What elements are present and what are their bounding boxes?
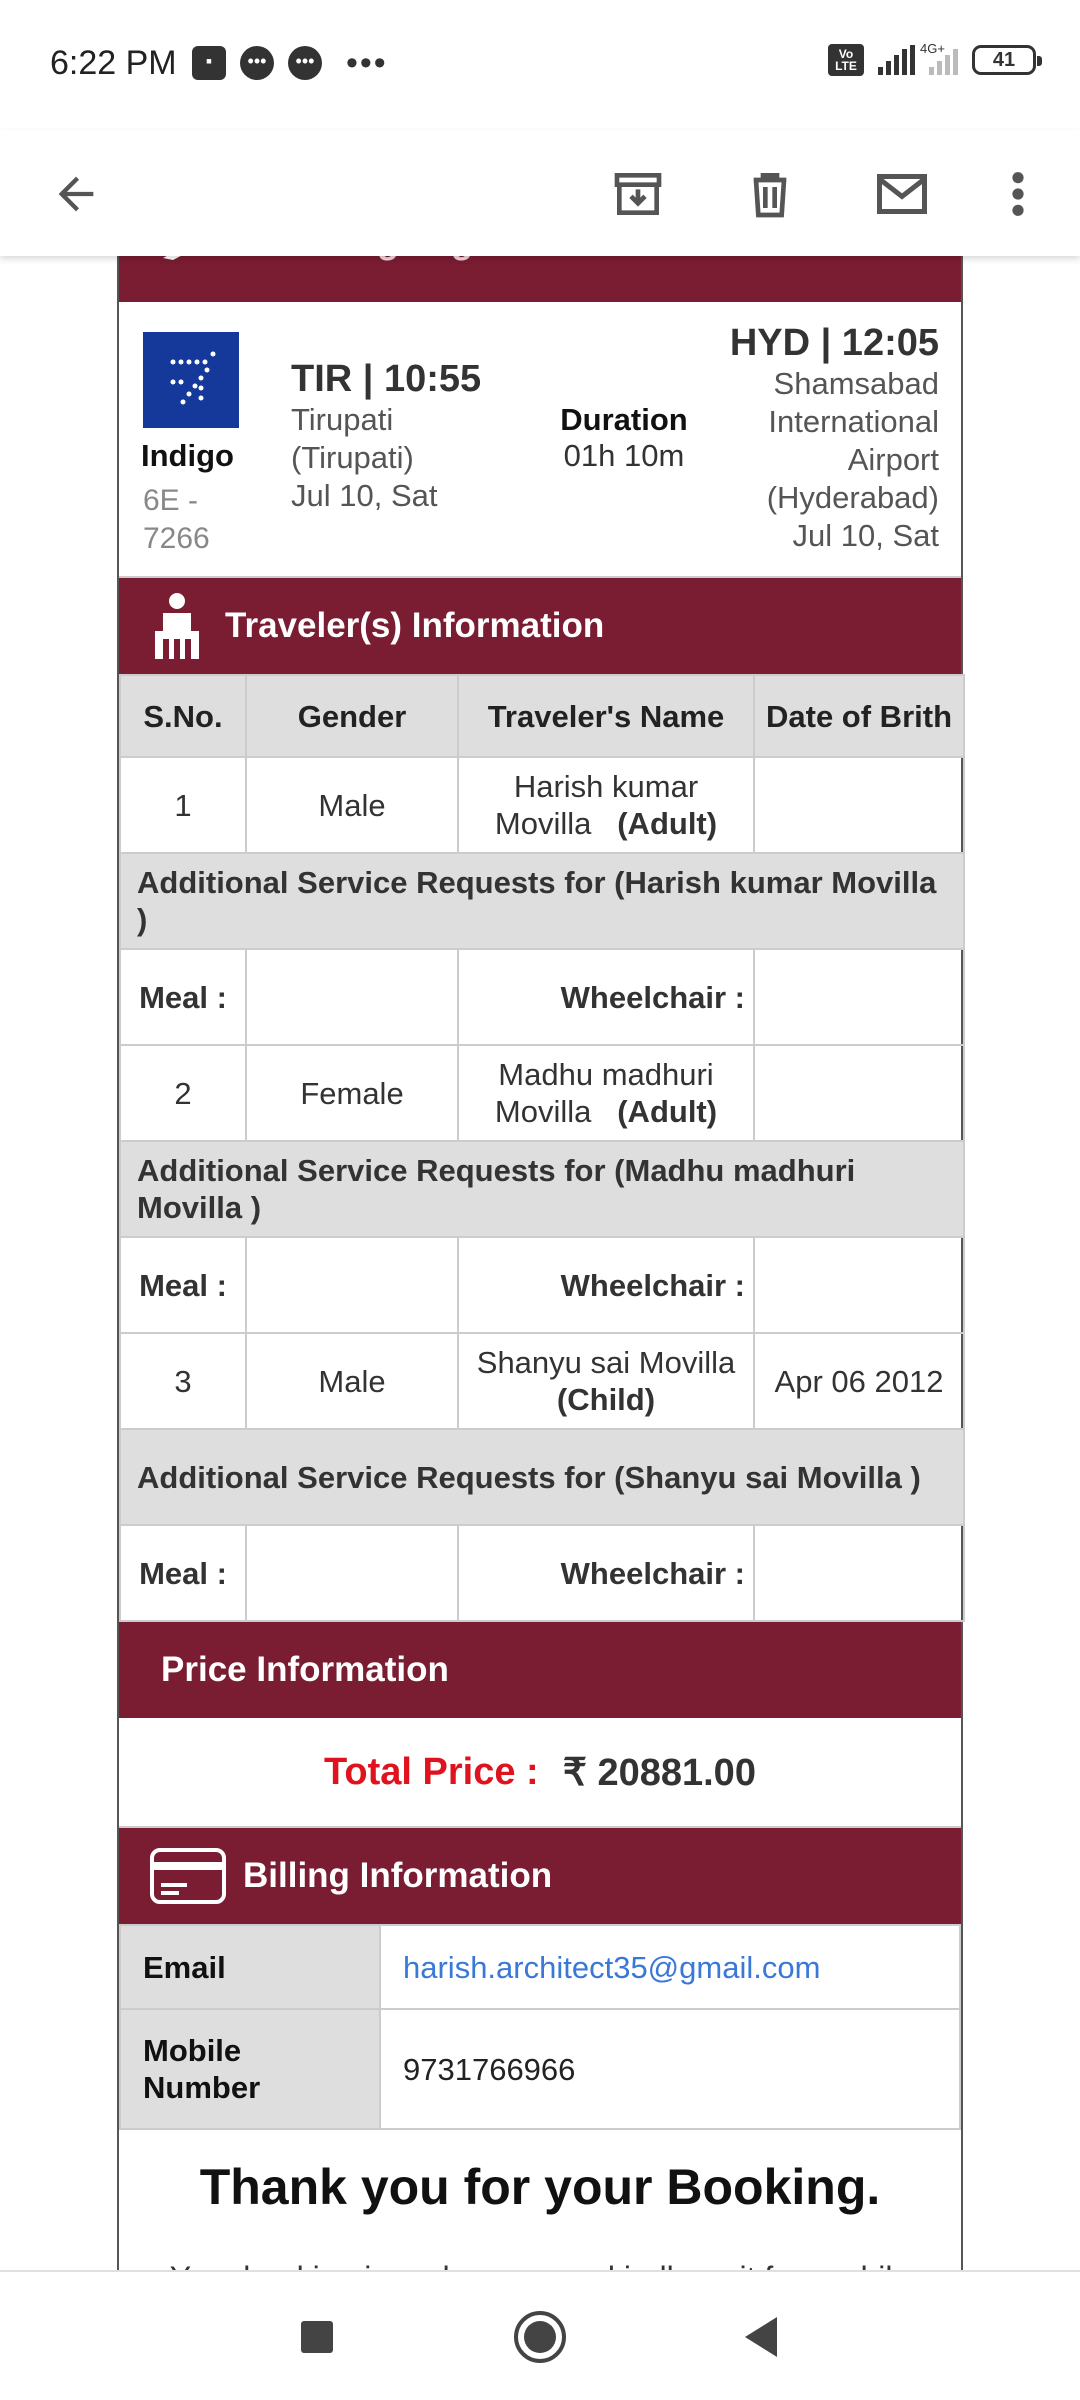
total-price-label: Total Price : (324, 1750, 539, 1793)
meal-wheelchair-row (120, 949, 964, 1045)
meal-wheelchair-row (120, 1525, 964, 1621)
price-title: Price Information (161, 1650, 449, 1689)
traveler-name-cell (458, 757, 754, 853)
status-time: 6:22 PM (50, 44, 177, 82)
meal-value (246, 1525, 458, 1621)
traveler-sno: 2 (120, 1045, 246, 1141)
traveler-name: Shanyu sai Movilla (476, 1345, 736, 1380)
wheelchair-label: Wheelchair : (458, 1525, 754, 1621)
meal-label: Meal : (120, 1237, 246, 1333)
wheelchair-value (754, 949, 964, 1045)
traveler-sno: 3 (120, 1333, 246, 1429)
travelers-table (119, 674, 965, 1622)
traveler-name: Madhu madhuri Movilla (494, 1057, 714, 1129)
traveler-dob (754, 757, 964, 853)
service-request-row (120, 1429, 964, 1525)
traveler-gender: Male (246, 757, 458, 853)
table-row (120, 1333, 964, 1429)
wheelchair-value (754, 1237, 964, 1333)
credit-card-icon (149, 1847, 227, 1905)
signal-icon (878, 41, 945, 75)
indigo-logo-icon (143, 332, 239, 428)
traveler-type: (Adult) (617, 806, 718, 841)
back-icon[interactable] (726, 2302, 796, 2372)
status-bar (0, 0, 1080, 130)
service-request-row (120, 853, 964, 949)
email-body[interactable] (0, 256, 1080, 2270)
table-header-row (120, 675, 964, 757)
volte-icon: Vo LTE (828, 44, 864, 76)
service-request-title: Additional Service Requests for (Harish kumar Movilla ) (120, 853, 964, 949)
billing-header (119, 1828, 961, 1924)
more-notifications-icon: ••• (346, 44, 388, 82)
network-type: 4G+ (920, 41, 945, 56)
departure-code-time: TIR | 10:55 (291, 358, 482, 400)
archive-icon[interactable] (598, 154, 678, 234)
flight-details (119, 302, 961, 578)
departure-city-paren: (Tirupati) (291, 440, 414, 475)
departure-info (291, 358, 511, 515)
arrival-date: Jul 10, Sat (792, 518, 939, 553)
home-icon[interactable] (505, 2302, 575, 2372)
traveler-name-cell (458, 1045, 754, 1141)
meal-label: Meal : (120, 1525, 246, 1621)
traveler-dob: Apr 06 2012 (754, 1333, 964, 1429)
mail-icon[interactable] (862, 154, 942, 234)
meal-value (246, 949, 458, 1045)
wheelchair-value (754, 1525, 964, 1621)
meal-value (246, 1237, 458, 1333)
travelers-title: Traveler(s) Information (225, 606, 605, 645)
booking-card (117, 226, 963, 2320)
wheelchair-label: Wheelchair : (458, 1237, 754, 1333)
thank-you-message: Thank you for your Booking. (199, 2159, 881, 2215)
flight-number: 6E - 7266 (143, 484, 210, 555)
arrival-info (679, 322, 939, 555)
departure-city: Tirupati (291, 402, 394, 437)
total-price-value: ₹ 20881.00 (562, 1751, 756, 1794)
email-row (120, 1925, 960, 2009)
price-header (119, 1622, 961, 1718)
arrival-code-time: HYD | 12:05 (729, 322, 939, 364)
traveler-name-cell (458, 1333, 754, 1429)
arrival-line-2: International (768, 404, 939, 439)
service-request-title: Additional Service Requests for (Shanyu sai Movilla ) (120, 1429, 964, 1525)
traveler-type: (Adult) (617, 1094, 718, 1129)
battery-icon: 41 (972, 45, 1036, 75)
table-row (120, 757, 964, 853)
travelers-header (119, 578, 961, 674)
total-price-row (119, 1718, 961, 1828)
delete-icon[interactable] (730, 154, 810, 234)
arrival-line-3: Airport (847, 442, 939, 477)
mobile-row (120, 2009, 960, 2129)
duration-label: Duration (560, 402, 688, 437)
mobile-value[interactable]: 9731766966 (380, 2009, 960, 2129)
billing-table (119, 1924, 961, 2130)
more-vert-icon[interactable] (978, 154, 1058, 234)
chat-icon: ••• (240, 46, 274, 80)
billing-title: Billing Information (243, 1856, 553, 1895)
status-right (828, 41, 1036, 76)
traveler-sno: 1 (120, 757, 246, 853)
duration-value: 01h 10m (563, 438, 685, 473)
traveler-name: Harish kumar Movilla (494, 769, 699, 841)
email-label: Email (120, 1925, 380, 2009)
system-nav-bar (0, 2270, 1080, 2400)
email-toolbar (0, 130, 1080, 256)
traveler-dob (754, 1045, 964, 1141)
recents-icon[interactable] (282, 2302, 352, 2372)
traveler-type: (Child) (556, 1382, 656, 1417)
notification-icons (192, 46, 388, 80)
service-request-title: Additional Service Requests for (Madhu madhuri Movilla ) (120, 1141, 964, 1237)
chat-icon-2: ••• (288, 46, 322, 80)
mobile-label: Mobile Number (120, 2009, 380, 2129)
arrival-line-1: Shamsabad (773, 366, 939, 401)
col-dob: Date of Brith (754, 675, 964, 757)
departure-date: Jul 10, Sat (291, 478, 438, 513)
meal-label: Meal : (120, 949, 246, 1045)
service-request-row (120, 1141, 964, 1237)
airline-name: Indigo (141, 438, 234, 473)
table-row (120, 1045, 964, 1141)
col-name: Traveler's Name (458, 675, 754, 757)
wheelchair-label: Wheelchair : (458, 949, 754, 1045)
traveler-gender: Female (246, 1045, 458, 1141)
back-arrow-icon[interactable] (36, 154, 116, 234)
sms-icon: ▪ (192, 46, 226, 80)
email-link[interactable]: harish.architect35@gmail.com (380, 1925, 960, 2009)
traveler-icon (149, 591, 205, 661)
arrival-line-4: (Hyderabad) (766, 480, 939, 515)
col-sno: S.No. (120, 675, 246, 757)
col-gender: Gender (246, 675, 458, 757)
traveler-gender: Male (246, 1333, 458, 1429)
meal-wheelchair-row (120, 1237, 964, 1333)
